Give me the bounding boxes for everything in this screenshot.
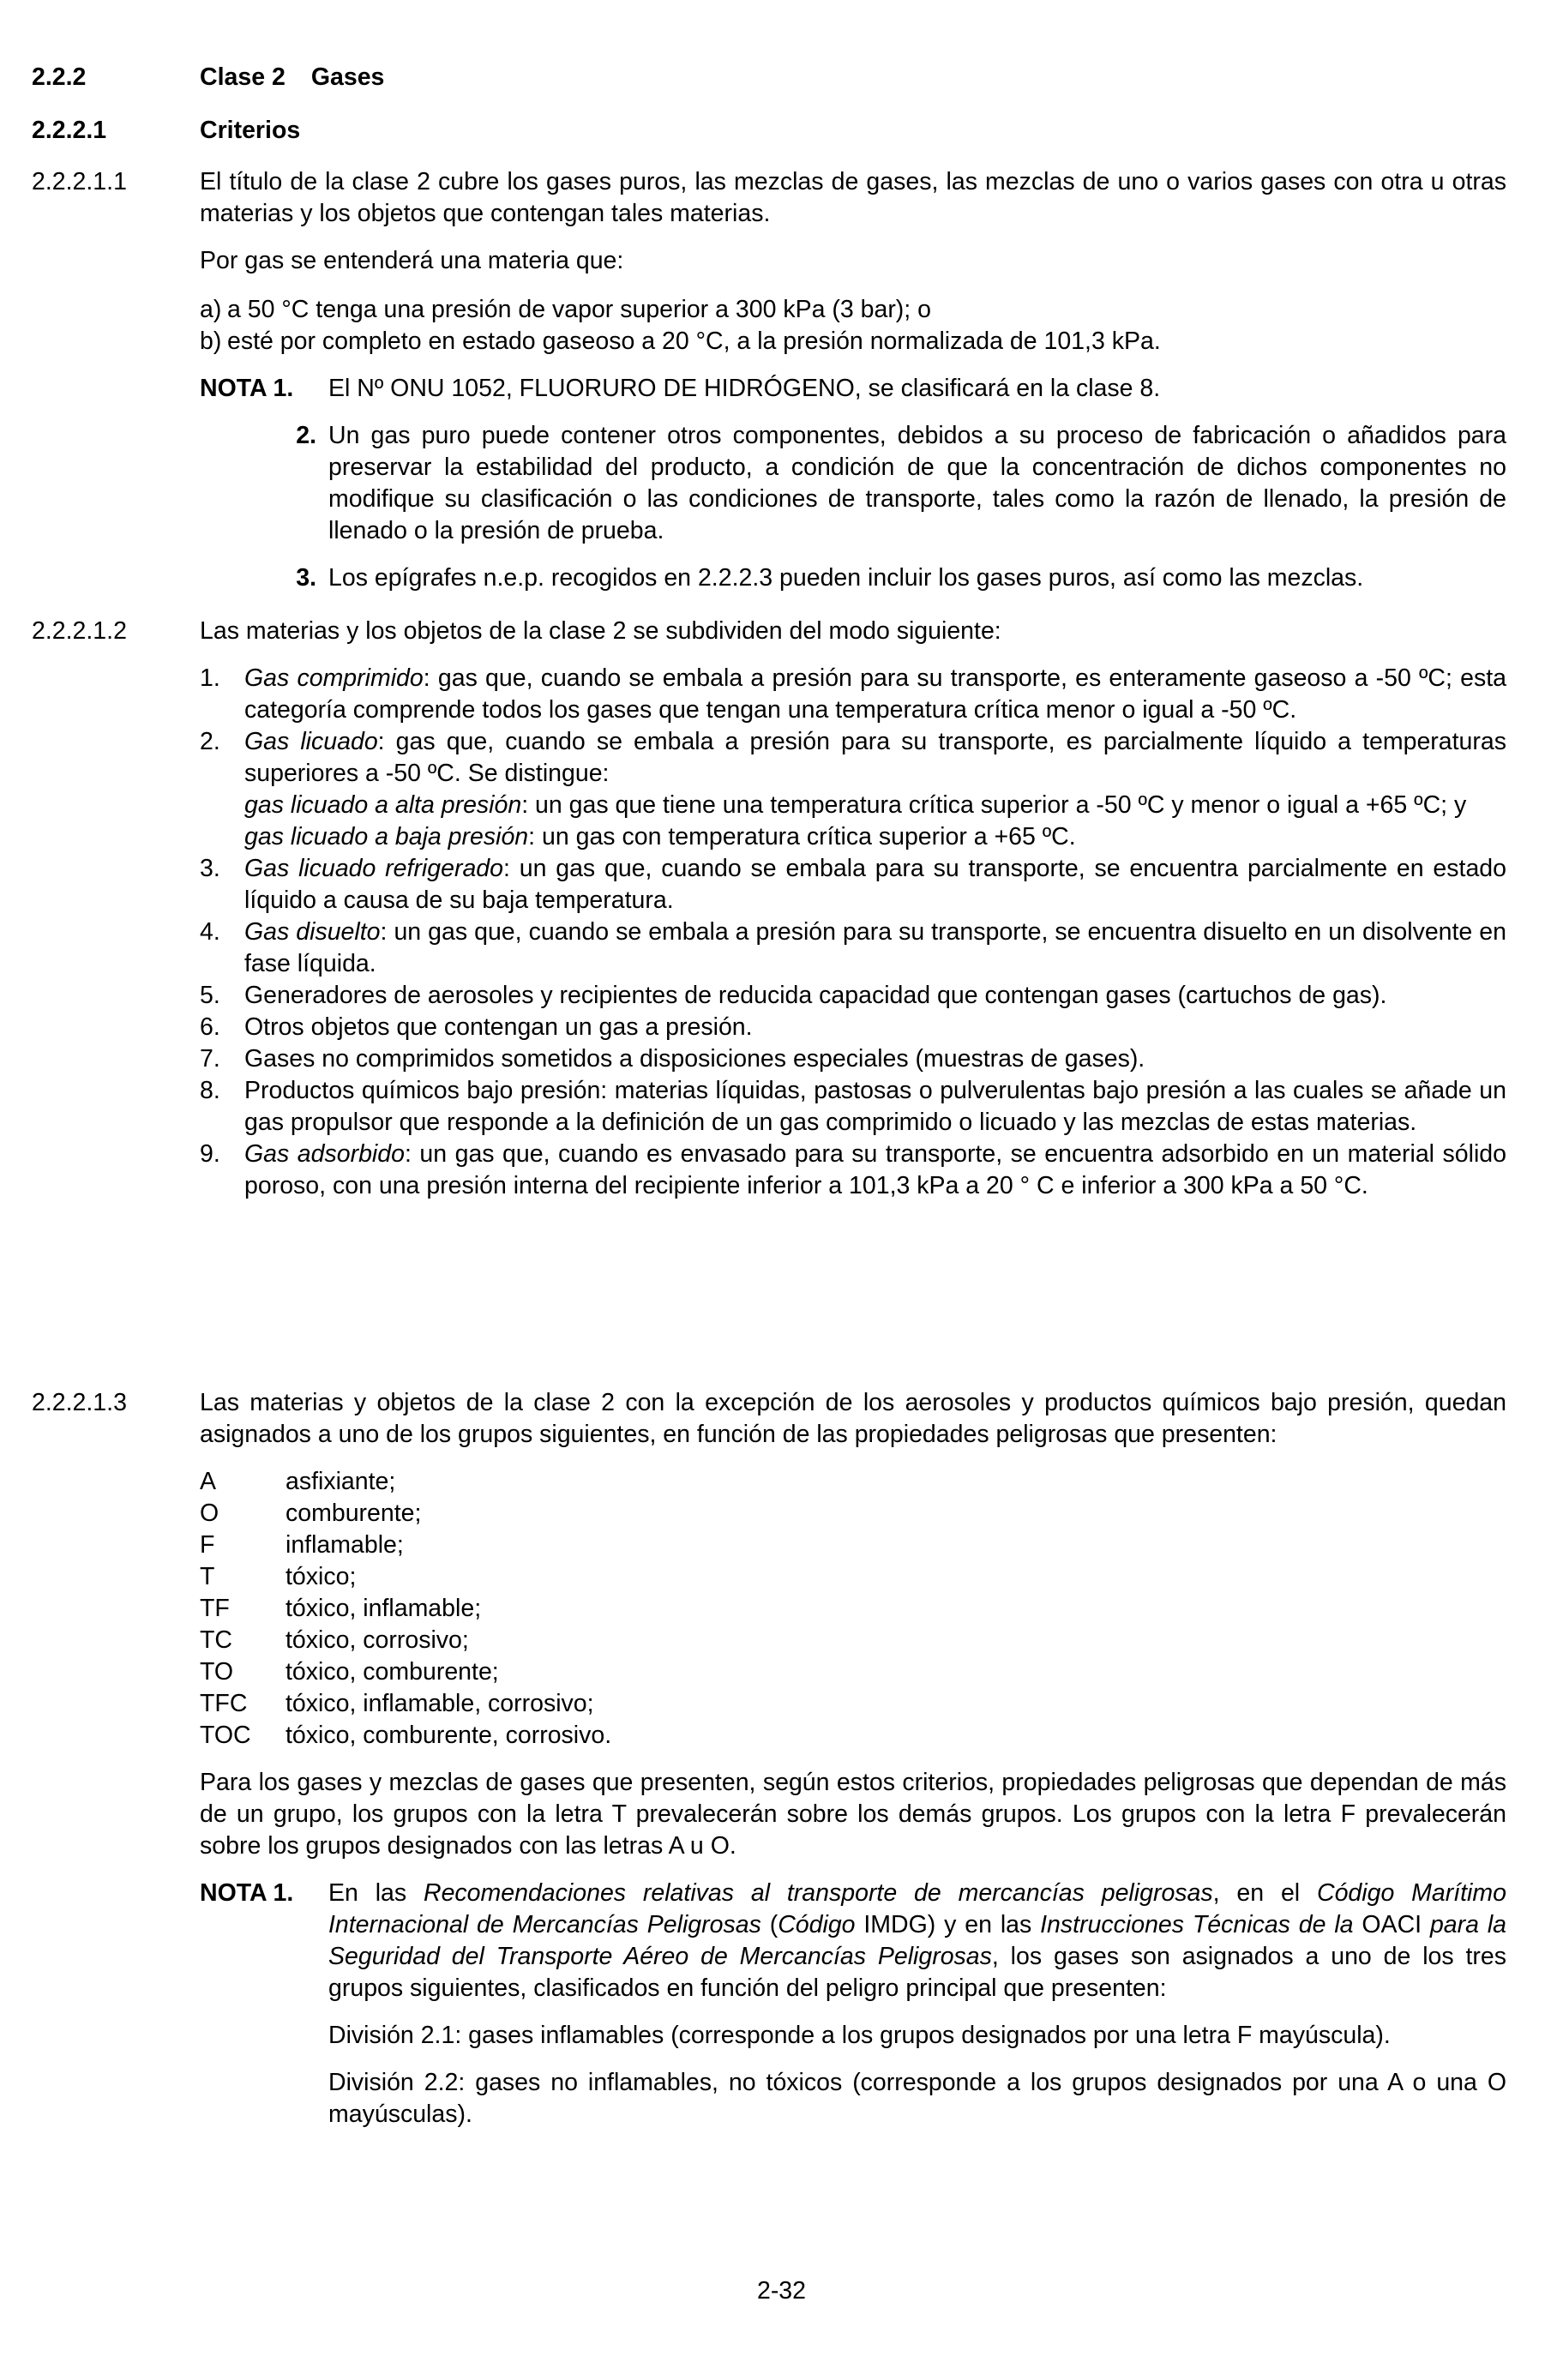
group-code: A <box>200 1468 217 1495</box>
list-item <box>200 1043 1506 1075</box>
group-description: tóxico, comburente, corrosivo. <box>286 1722 612 1749</box>
group-code: O <box>200 1500 219 1527</box>
group-item <box>200 1561 1506 1593</box>
group-item <box>200 1656 1506 1688</box>
term: Gas licuado refrigerado <box>244 855 504 882</box>
list-item <box>200 917 1506 980</box>
list-text: esté por completo en estado gaseoso a 20 °C, a la presión normalizada de 101,3 kPa. <box>227 328 1161 355</box>
section-number: 2.2.2.1.3 <box>32 1389 127 1416</box>
group-item <box>200 1498 1506 1530</box>
group-description: tóxico; <box>286 1563 357 1590</box>
note-number: 3. <box>296 564 316 592</box>
list-number: 9. <box>200 1140 220 1168</box>
term: Gas comprimido <box>244 664 424 692</box>
definition: Generadores de aerosoles y recipientes de reducida capacidad que contengan gases (cartuchos de gas). <box>244 982 1387 1009</box>
group-code: T <box>200 1563 215 1590</box>
note-number: 2. <box>296 422 316 449</box>
list-item <box>200 1139 1506 1202</box>
group-item <box>200 1593 1506 1625</box>
paragraph: El título de la clase 2 cubre los gases puros, las mezclas de gases, las mezclas de uno o varios gases con otra u otras materias y los objetos que contengan tales materias. <box>200 168 1506 227</box>
list-item <box>200 980 1506 1012</box>
list-number: 1. <box>200 664 220 692</box>
list-number: 8. <box>200 1077 220 1104</box>
group-item <box>200 1688 1506 1720</box>
note-label: NOTA 1. <box>200 375 294 402</box>
section-number: 2.2.2.1.1 <box>32 168 127 195</box>
group-item <box>200 1466 1506 1498</box>
list-item <box>200 663 1506 726</box>
group-code: TF <box>200 1595 230 1622</box>
page-number: 2-32 <box>756 2277 807 2305</box>
section-title: Criterios <box>200 117 301 144</box>
group-description: tóxico, comburente; <box>286 1658 499 1686</box>
term: Gas adsorbido <box>244 1140 405 1168</box>
division-2-2: División 2.2: gases no inflamables, no tóxicos (corresponde a los grupos designados por una A o una O mayúsculas). <box>328 2069 1506 2128</box>
list-item <box>200 294 1506 326</box>
section-2-2-2-1-1 <box>32 166 1506 594</box>
heading-2-2-2-1 <box>32 115 1506 147</box>
section-2-2-2-1-3 <box>32 1387 1506 2131</box>
note-1 <box>200 1878 1506 2131</box>
group-item <box>200 1530 1506 1561</box>
list-item <box>200 326 1506 358</box>
definition: : un gas que, cuando se embala para su transporte, se encuentra parcialmente en estado líquido a causa de su baja temperatura. <box>244 855 1506 914</box>
section-number: 2.2.2.1 <box>32 117 107 144</box>
list-number: 6. <box>200 1013 220 1041</box>
group-description: comburente; <box>286 1500 422 1527</box>
paragraph: Por gas se entenderá una materia que: <box>200 247 624 274</box>
list-number: 4. <box>200 918 220 946</box>
note-text: Un gas puro puede contener otros componentes, debidos a su proceso de fabricación o añadidos para preservar la estabilidad del producto, a condición de que la concentración de dichos componentes no modifique su clasificación o las condiciones de transporte, tales como la razón de llenado, la presión de llenado o la presión de prueba. <box>328 422 1506 544</box>
list-item <box>200 1075 1506 1139</box>
list-item <box>200 726 1506 853</box>
list-number: 3. <box>200 855 220 882</box>
definition: : un gas con temperatura crítica superior a +65 ºC. <box>528 823 1076 850</box>
list-text: a 50 °C tenga una presión de vapor superior a 300 kPa (3 bar); o <box>227 296 931 323</box>
note-label: NOTA 1. <box>200 1879 294 1907</box>
definition: : un gas que tiene una temperatura crítica superior a -50 ºC y menor o igual a +65 ºC; y <box>521 791 1467 819</box>
list-number: 7. <box>200 1045 220 1073</box>
definition: : gas que, cuando se embala a presión para su transporte, es enteramente gaseoso a -50 ºC; esta categoría comprende todos los gases que tengan una temperatura crítica menor o igual a -50 ºC. <box>244 664 1506 724</box>
term: gas licuado a baja presión <box>244 823 529 850</box>
note-3 <box>200 562 1506 594</box>
group-description: tóxico, inflamable; <box>286 1595 482 1622</box>
heading-2-2-2 <box>32 62 1506 93</box>
term: Gas disuelto <box>244 918 381 946</box>
list-marker: b) <box>200 328 222 355</box>
definition: : gas que, cuando se embala a presión para su transporte, es parcialmente líquido a temperaturas superiores a -50 ºC. Se distingue: <box>244 728 1506 787</box>
list-number: 2. <box>200 728 220 755</box>
group-code: TC <box>200 1626 232 1654</box>
note-text: Los epígrafes n.e.p. recogidos en 2.2.2.3 pueden incluir los gases puros, así como las mezclas. <box>328 564 1364 592</box>
note-1 <box>200 373 1506 405</box>
paragraph: Las materias y objetos de la clase 2 con la excepción de los aerosoles y productos químicos bajo presión, quedan asignados a uno de los grupos siguientes, en función de las propiedades peligrosas que presenten: <box>200 1389 1506 1448</box>
list-item <box>200 1012 1506 1043</box>
group-description: asfixiante; <box>286 1468 396 1495</box>
group-item <box>200 1625 1506 1656</box>
group-code: F <box>200 1531 215 1559</box>
term: gas licuado a alta presión <box>244 791 522 819</box>
group-code: TFC <box>200 1690 248 1717</box>
term: Gas licuado <box>244 728 378 755</box>
section-number: 2.2.2.1.2 <box>32 617 127 645</box>
definition: Productos químicos bajo presión: materias líquidas, pastosas o pulverulentas bajo presión a las cuales se añade un gas propulsor que responde a la definición de un gas comprimido o licuado y las mezclas de estas materias. <box>244 1077 1506 1136</box>
note-text: El Nº ONU 1052, FLUORURO DE HIDRÓGENO, se clasificará en la clase 8. <box>328 375 1161 402</box>
definition: : un gas que, cuando es envasado para su transporte, se encuentra adsorbido en un material sólido poroso, con una presión interna del recipiente inferior a 101,3 kPa a 20 ° C e inferior a 300 kPa a 50 °C. <box>244 1140 1506 1199</box>
paragraph: Para los gases y mezclas de gases que presenten, según estos criterios, propiedades peligrosas que dependan de más de un grupo, los grupos con la letra T prevalecerán sobre los demás grupos. Los grupos con la letra F prevalecerán sobre los grupos designados con las letras A u O. <box>200 1769 1506 1860</box>
definition: Gases no comprimidos sometidos a disposiciones especiales (muestras de gases). <box>244 1045 1145 1073</box>
definition: : un gas que, cuando se embala a presión para su transporte, se encuentra disuelto en un disolvente en fase líquida. <box>244 918 1506 977</box>
section-title-2: Gases <box>310 63 385 91</box>
definition: Otros objetos que contengan un gas a presión. <box>244 1013 753 1041</box>
group-list <box>200 1466 1506 1752</box>
group-code: TOC <box>200 1722 251 1749</box>
list-item <box>200 853 1506 917</box>
group-description: tóxico, inflamable, corrosivo; <box>286 1690 594 1717</box>
note-text: En las Recomendaciones relativas al transporte de mercancías peligrosas, en el Código Marítimo Internacional de Mercancías Peligrosas (Código IMDG) y en las Instrucciones Técnicas de la OACI para la Seguridad del Transporte Aéreo de Mercancías Peligrosas, los gases son asignados a uno de los tres grupos siguientes, clasificados en función del peligro principal que presenten: <box>328 1879 1507 2002</box>
section-title: Clase 2 <box>200 63 286 91</box>
group-description: tóxico, corrosivo; <box>286 1626 469 1654</box>
section-number: 2.2.2 <box>32 63 87 91</box>
note-2 <box>200 420 1506 547</box>
division-2-1: División 2.1: gases inflamables (corresponde a los grupos designados por una letra F mayúscula). <box>328 2022 1391 2049</box>
paragraph: Las materias y los objetos de la clase 2 se subdividen del modo siguiente: <box>200 617 1001 645</box>
group-item <box>200 1720 1506 1752</box>
section-2-2-2-1-2 <box>32 616 1506 1202</box>
list-marker: a) <box>200 296 222 323</box>
group-description: inflamable; <box>286 1531 404 1559</box>
list-number: 5. <box>200 982 220 1009</box>
group-code: TO <box>200 1658 234 1686</box>
